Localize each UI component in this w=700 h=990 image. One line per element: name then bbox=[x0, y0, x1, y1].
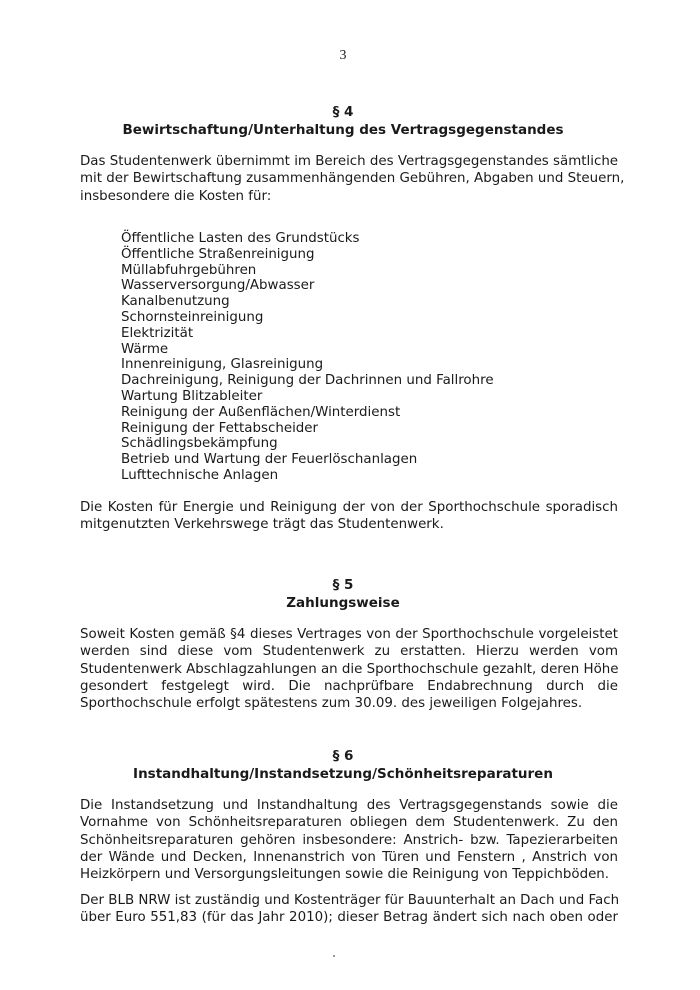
text-line: Studentenwerk Abschlagzahlungen an die Sporthochschule gezahlt, deren Höhe bbox=[80, 661, 619, 677]
list-item: Müllabfuhrgebühren bbox=[121, 262, 257, 278]
list-item: Wasserversorgung/Abwasser bbox=[121, 278, 315, 294]
section-6-number: § 6 bbox=[332, 748, 354, 764]
scan-speck bbox=[333, 955, 335, 957]
list-item: Innenreinigung, Glasreinigung bbox=[121, 357, 324, 373]
list-item: Lufttechnische Anlagen bbox=[121, 467, 279, 483]
section-5-heading bbox=[0, 577, 686, 612]
text-line: Vornahme von Schönheitsreparaturen obliegen dem Studentenwerk. Zu den bbox=[80, 815, 618, 831]
section-5-number: § 5 bbox=[332, 577, 354, 593]
section-4-closing bbox=[80, 499, 618, 534]
section-4-title: Bewirtschaftung/Unterhaltung des Vertragsgegenstandes bbox=[122, 122, 564, 138]
list-item: Wartung Blitzableiter bbox=[121, 388, 263, 404]
section-6-paragraph-2 bbox=[80, 892, 618, 927]
section-5-body bbox=[80, 626, 618, 712]
list-item: Schornsteinreinigung bbox=[121, 309, 264, 325]
cost-list bbox=[121, 231, 494, 484]
section-5-title: Zahlungsweise bbox=[286, 595, 400, 611]
list-item: Betrieb und Wartung der Feuerlöschanlagen bbox=[121, 452, 418, 468]
text-line: über Euro 551,83 (für das Jahr 2010); dieser Betrag ändert sich nach oben oder bbox=[80, 910, 618, 926]
list-item: Schädlingsbekämpfung bbox=[121, 436, 278, 452]
text-line: Schönheitsreparaturen gehören insbesondere: Anstrich- bzw. Tapezierarbeiten bbox=[80, 832, 618, 848]
section-6-heading bbox=[0, 748, 686, 783]
list-item: Wärme bbox=[121, 341, 169, 357]
list-item: Elektrizität bbox=[121, 325, 194, 341]
section-4-heading bbox=[0, 104, 686, 139]
list-item: Dachreinigung, Reinigung der Dachrinnen und Fallrohre bbox=[121, 373, 494, 389]
section-4-number: § 4 bbox=[332, 104, 354, 120]
section-6-paragraph-1 bbox=[80, 797, 618, 883]
text-line: Der BLB NRW ist zuständig und Kostenträger für Bauunterhalt an Dach und Fach bbox=[80, 893, 620, 908]
text-line: werden sind diese vom Studentenwerk zu erstatten. Hierzu werden vom bbox=[80, 644, 618, 660]
text-line: mit der Bewirtschaftung zusammenhängenden Gebühren, Abgaben und Steuern, bbox=[80, 171, 625, 187]
text-line: der Wände und Decken, Innenanstrich von Türen und Fenstern , Anstrich von bbox=[80, 849, 618, 865]
list-item: Reinigung der Außenflächen/Winterdienst bbox=[121, 404, 401, 420]
text-line: Das Studentenwerk übernimmt im Bereich des Vertragsgegenstandes sämtliche bbox=[80, 154, 619, 169]
list-item: Reinigung der Fettabscheider bbox=[121, 420, 319, 436]
section-6-title: Instandhaltung/Instandsetzung/Schönheitsreparaturen bbox=[133, 766, 553, 782]
text-line: gesondert festgelegt wird. Die nachprüfbare Endabrechnung durch die bbox=[80, 678, 618, 694]
page-number: 3 bbox=[339, 48, 347, 63]
text-line: Sporthochschule erfolgt spätestens zum 30.09. des jeweiligen Folgejahres. bbox=[80, 696, 583, 712]
list-item: Öffentliche Straßenreinigung bbox=[121, 246, 315, 262]
text-line: Soweit Kosten gemäß §4 dieses Vertrages von der Sporthochschule vorgeleistet bbox=[80, 627, 618, 642]
text-line: insbesondere die Kosten für: bbox=[80, 188, 272, 204]
text-line: mitgenutzten Verkehrswege trägt das Studentenwerk. bbox=[80, 517, 444, 533]
list-item: Kanalbenutzung bbox=[121, 294, 230, 310]
text-line: Die Kosten für Energie und Reinigung der von der Sporthochschule sporadisch bbox=[80, 500, 618, 515]
text-line: Die Instandsetzung und Instandhaltung des Vertragsgegenstands sowie die bbox=[80, 798, 618, 813]
text-line: Heizkörpern und Versorgungsleitungen sowie die Reinigung von Teppichböden. bbox=[80, 867, 610, 883]
section-4-intro bbox=[80, 153, 625, 205]
list-item: Öffentliche Lasten des Grundstücks bbox=[121, 231, 360, 246]
